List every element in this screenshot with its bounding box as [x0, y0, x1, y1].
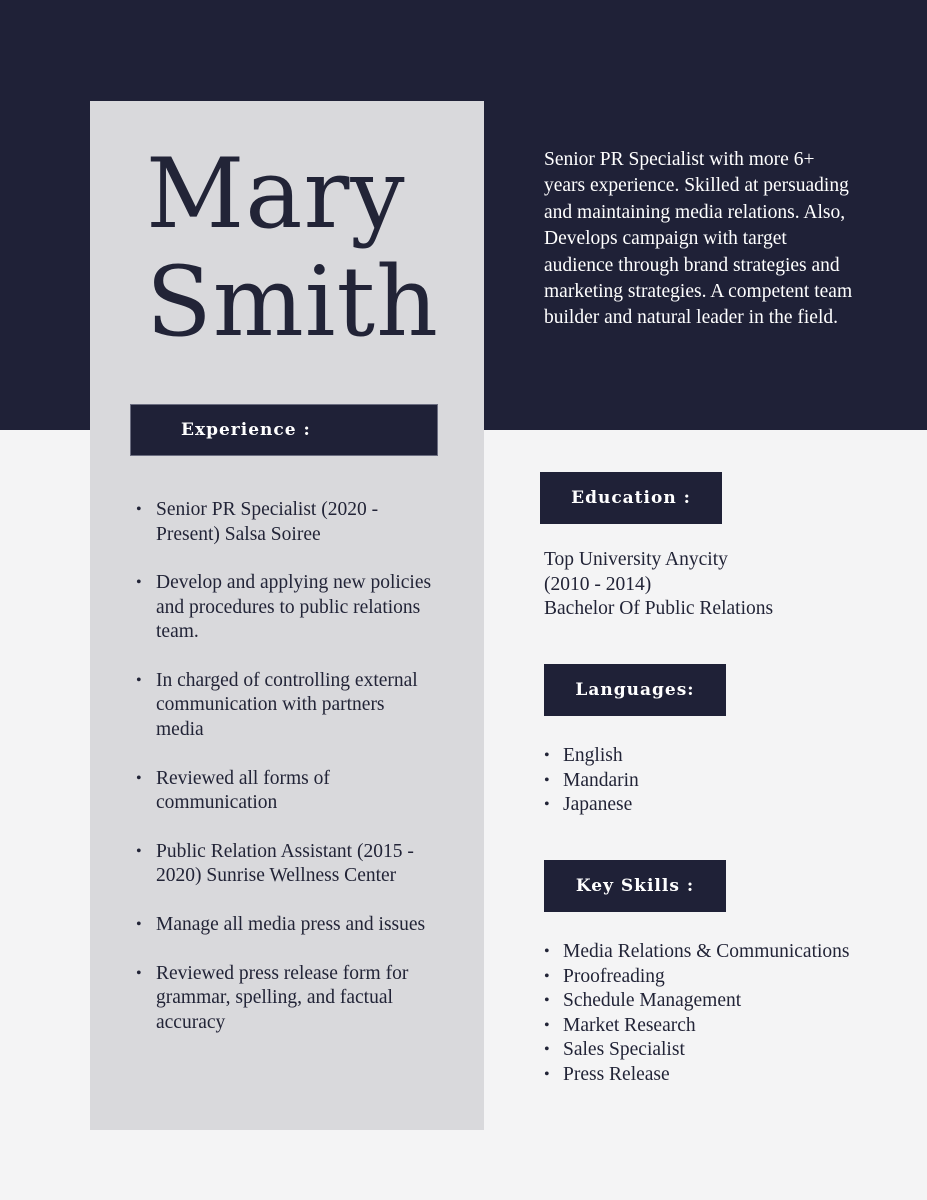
first-name: Mary — [146, 138, 406, 250]
languages-list — [544, 744, 874, 818]
experience-item: • Reviewed press release form for grammar, spelling, and factual accuracy — [136, 962, 436, 1036]
languages-heading: Languages: — [544, 664, 726, 716]
education-heading: Education : — [540, 472, 722, 524]
skill-item: • Schedule Management — [544, 989, 874, 1014]
education-school: Top University Anycity — [544, 549, 728, 570]
person-name — [146, 140, 439, 356]
language-item: • Japanese — [544, 793, 874, 818]
experience-item: • Reviewed all forms of communication — [136, 767, 436, 816]
experience-item: • Develop and applying new policies and procedures to public relations team. — [136, 571, 436, 645]
skill-item: • Press Release — [544, 1063, 874, 1088]
experience-item: • In charged of controlling external communication with partners media — [136, 669, 436, 743]
experience-item: • Senior PR Specialist (2020 - Present) Salsa Soiree — [136, 498, 436, 547]
skill-item: • Market Research — [544, 1014, 874, 1039]
profile-summary: Senior PR Specialist with more 6+ years experience. Skilled at persuading and maintaining media relations. Also, Develops campaign with target audience through brand strategies and marketing strategies. A competent team builder and natural leader in the field. — [544, 149, 853, 329]
education-years: (2010 - 2014) — [544, 573, 652, 595]
skills-list — [544, 940, 874, 1088]
experience-list — [136, 498, 436, 1059]
skill-item: • Proofreading — [544, 965, 874, 990]
skill-item: • Media Relations & Communications — [544, 940, 874, 965]
language-item: • English — [544, 744, 874, 769]
skills-heading: Key Skills : — [544, 860, 726, 912]
education-block — [544, 548, 874, 622]
experience-item: • Public Relation Assistant (2015 - 2020) Sunrise Wellness Center — [136, 840, 436, 889]
language-item: • Mandarin — [544, 769, 874, 794]
experience-heading: Experience : — [130, 404, 438, 456]
last-name: Smith — [146, 246, 439, 358]
skill-item: • Sales Specialist — [544, 1038, 874, 1063]
experience-item: • Manage all media press and issues — [136, 913, 436, 938]
education-degree: Bachelor Of Public Relations — [544, 598, 774, 619]
